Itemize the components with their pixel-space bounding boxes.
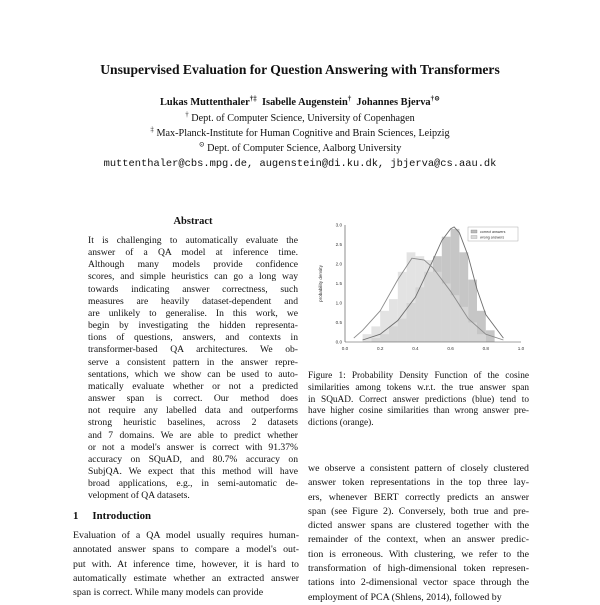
abstract-line: or not a model's answer is correct with 91.37% — [88, 441, 298, 453]
abstract-line: tions of questions, answers, and contexts in — [88, 332, 298, 344]
author-list — [0, 94, 600, 108]
abstract-line: not require any labelled data and outperforms — [88, 405, 298, 417]
affiliation — [0, 110, 600, 124]
affiliation-mark: ⊙ — [198, 140, 205, 149]
caption-line: in SQuAD. Correct answer predictions (blue) tend to — [308, 394, 529, 405]
paper-title: Unsupervised Evaluation for Question Answering with Transformers — [100, 62, 500, 77]
author-marks: †⊙ — [430, 94, 440, 103]
y-tick-label: 1.0 — [335, 300, 342, 306]
author-emails: muttenthaler@cbs.mpg.de, augenstein@di.ku.dk, jbjerva@cs.aau.dk — [103, 158, 497, 170]
histogram-bar — [380, 311, 389, 342]
histogram-bar — [424, 260, 433, 342]
body-line: we observe a consistent pattern of closely clustered — [308, 463, 529, 474]
body-line: ers, whenever BERT correctly predicts an answer — [308, 491, 529, 503]
abstract-heading: Abstract — [173, 216, 213, 227]
right-column-body — [308, 462, 529, 605]
legend-swatch — [471, 236, 477, 239]
figure-1-caption — [308, 371, 529, 430]
histogram-bar — [389, 299, 398, 342]
section-title: Introduction — [92, 510, 152, 522]
caption-line: Figure 1: Probability Density Function of the cosine — [308, 371, 529, 381]
caption-line: have higher cosine similarities than wrong answer pre- — [308, 406, 529, 417]
x-tick-label: 0.2 — [377, 346, 384, 351]
abstract-line: matically evaluate whether or not a predicted — [88, 380, 298, 392]
x-tick-label: 0.0 — [341, 346, 349, 351]
abstract-line: strong heuristic baselines, across 2 datasets — [88, 417, 298, 429]
introduction-body — [73, 529, 299, 600]
affiliation — [0, 125, 600, 139]
body-line: tion is erroneous. With clustering, we refer to the — [308, 548, 529, 560]
intro-line: annotated answer spans to compare a model's out- — [73, 544, 299, 556]
abstract-line: towards indicating answer correctness, such — [88, 283, 298, 295]
y-tick-label: 3.0 — [335, 222, 342, 228]
histogram-bar — [398, 272, 407, 342]
abstract-line: velopment of QA datasets. — [88, 490, 190, 502]
author-name: Johannes Bjerva — [356, 97, 431, 108]
abstract-line: and 7 domains. We are able to predict whether — [88, 429, 298, 441]
author-name: Lukas Muttenthaler — [160, 97, 250, 108]
histogram-bar — [415, 256, 424, 342]
histogram-bar — [477, 334, 486, 342]
body-line: employment of PCA (Shlens, 2014), followed by — [308, 591, 502, 603]
abstract-line: scores, and simple heuristics can go a long way — [88, 271, 298, 283]
y-tick-label: 0.5 — [335, 320, 342, 325]
abstract-line: begin by investigating the hidden representa- — [88, 320, 298, 332]
body-line: answer token representations in the top three lay- — [308, 477, 529, 489]
y-axis-label: probability density — [318, 265, 323, 302]
abstract-line: measures are heavily dataset-dependent and — [88, 295, 298, 307]
abstract-line: sentations, which we show can be used to auto- — [88, 368, 298, 380]
intro-line: span is correct. While many models can provide — [73, 587, 264, 599]
abstract-line: answer of a QA model at inference time. — [88, 247, 298, 259]
legend-swatch — [471, 230, 477, 233]
abstract-line: SubjQA. We expect that this method will have — [88, 465, 298, 477]
author-name: Isabelle Augenstein — [261, 97, 348, 108]
author-marks: †‡ — [249, 94, 257, 103]
section-number: 1 — [73, 510, 79, 522]
histogram-bar — [407, 252, 416, 342]
x-tick-label: 0.8 — [482, 346, 489, 351]
affiliation-mark: † — [185, 110, 189, 119]
abstract-line: accuracy on SQuAD, and 80.7% accuracy on — [88, 453, 298, 465]
body-line: remainder of the context, when an answer predic- — [308, 534, 529, 546]
abstract-line: broad applications, e.g., in semi-automatic de- — [88, 478, 298, 490]
histogram-bar — [486, 330, 495, 342]
abstract-line: answer span is correct. Our method does — [88, 393, 298, 405]
section-heading-introduction — [73, 510, 151, 522]
affiliation-text: Max-Planck-Institute for Human Cognitive and Brain Sciences, Leipzig — [156, 128, 450, 139]
abstract-line: serve a consistent pattern in the answer repre- — [88, 356, 298, 368]
caption-line: similarities among tokens w.r.t. the true answer span — [308, 382, 529, 393]
x-tick-label: 0.6 — [447, 346, 454, 351]
affiliation-mark: ‡ — [150, 125, 154, 134]
body-line: transformation of high-dimensional token represen- — [308, 563, 529, 575]
affiliation-text: Dept. of Computer Science, Aalborg University — [207, 143, 402, 154]
y-tick-label: 1.5 — [335, 281, 342, 286]
y-tick-label: 2.5 — [335, 242, 342, 247]
histogram-bar — [433, 272, 442, 342]
body-line: span (see Figure 2). Conversely, both true and pre- — [308, 505, 529, 517]
abstract-line: Although many models provide confidence — [88, 259, 298, 271]
legend-label: wrong answers — [480, 235, 505, 240]
affiliation-text: Dept. of Computer Science, University of Copenhagen — [191, 113, 415, 124]
abstract-line: It is challenging to automatically evaluate the — [88, 235, 298, 246]
body-line: tations into 2-dimensional vector space through the — [308, 577, 529, 589]
y-tick-label: 0.0 — [335, 339, 342, 345]
caption-line: dictions (orange). — [308, 418, 374, 429]
abstract-line: transformer-based QA architectures. We ob- — [88, 344, 298, 356]
figure-1-chart — [308, 215, 529, 360]
author-marks: † — [347, 94, 352, 103]
x-tick-label: 0.4 — [412, 346, 419, 351]
histogram-bar — [442, 284, 451, 343]
y-tick-label: 2.0 — [335, 261, 342, 267]
legend-label: correct answers — [480, 229, 506, 234]
abstract-line: are unlikely to generalise. In this work, we — [88, 307, 298, 319]
x-tick-label: 1.0 — [517, 346, 525, 351]
intro-line: automatically estimate whether an extracted answer — [73, 572, 299, 584]
intro-line: Evaluation of a QA model usually requires human- — [73, 530, 299, 541]
intro-line: put with. At inference time, however, it is hard to — [73, 558, 299, 570]
abstract-body — [88, 235, 298, 502]
body-line: dicted answer spans are clustered together with the — [308, 520, 529, 532]
affiliation — [0, 140, 600, 154]
